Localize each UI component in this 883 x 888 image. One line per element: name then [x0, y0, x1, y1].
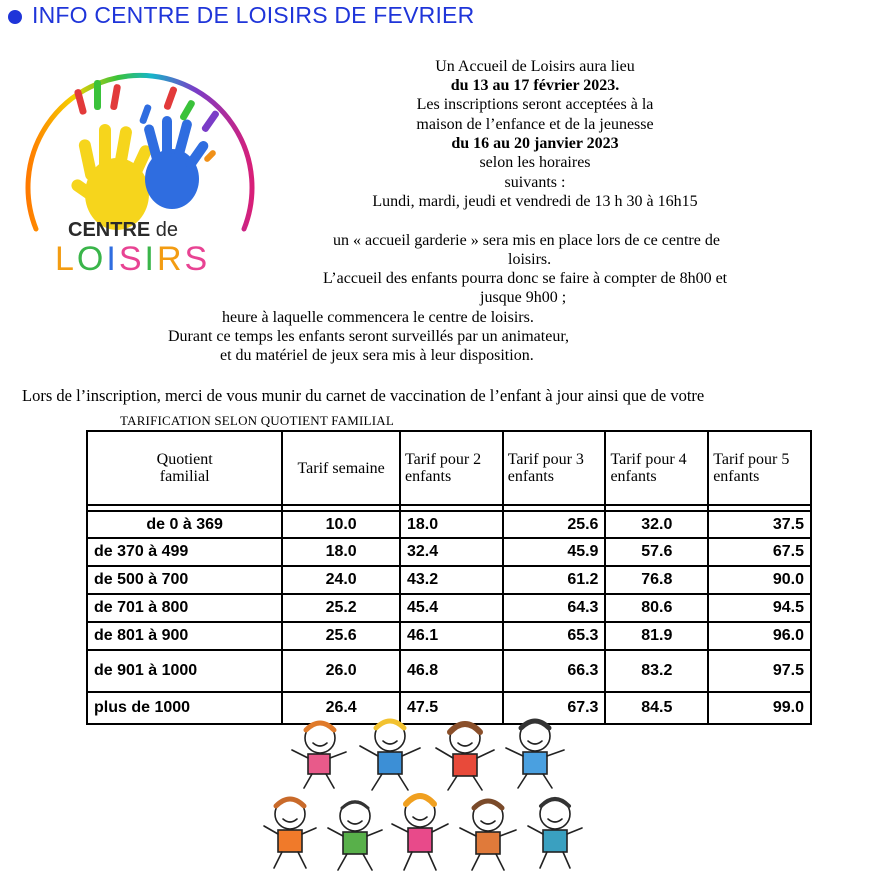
- table-row: de 901 à 1000 26.0 46.8 66.3 83.2 97.5: [87, 650, 811, 692]
- inscription-note: Lors de l’inscription, merci de vous munir du carnet de vaccination de l’enfant à jour ainsi que de votre: [22, 386, 705, 405]
- intro-line: suivants :: [504, 174, 566, 191]
- table-row: de 500 à 700 24.0 43.2 61.2 76.8 90.0: [87, 566, 811, 594]
- garderie-line: jusque 9h00 ;: [480, 289, 567, 306]
- table-row: de 0 à 369 10.0 18.0 25.6 32.0 37.5: [87, 511, 811, 538]
- child-figure: [460, 801, 516, 870]
- header-tarif-3: Tarif pour 3 enfants: [503, 431, 606, 505]
- garderie-line: un « accueil garderie » sera mis en place lors de ce centre de: [333, 232, 720, 249]
- inscription-dates: du 16 au 20 janvier 2023: [451, 135, 619, 152]
- child-figure: [360, 721, 420, 790]
- child-figure: [392, 796, 448, 870]
- page-title: INFO CENTRE DE LOISIRS DE FEVRIER: [32, 2, 475, 28]
- child-figure: [528, 799, 582, 868]
- table-row: de 701 à 800 25.2 45.4 64.3 80.6 94.5: [87, 594, 811, 622]
- children-illustration: [260, 716, 590, 886]
- header-tarif-5: Tarif pour 5 enfants: [708, 431, 811, 505]
- tarif-table: [86, 430, 812, 725]
- intro-line: selon les horaires: [479, 154, 591, 171]
- tarif-caption: TARIFICATION SELON QUOTIENT FAMILIAL: [120, 413, 394, 428]
- intro-line: Un Accueil de Loisirs aura lieu: [435, 58, 635, 75]
- table-header-row: [87, 431, 811, 505]
- table-row: de 370 à 499 18.0 32.4 45.9 57.6 67.5: [87, 538, 811, 566]
- horaires-line: Lundi, mardi, jeudi et vendredi de 13 h 30 à 16h15: [372, 193, 698, 210]
- intro-line: maison de l’enfance et de la jeunesse: [416, 116, 654, 133]
- child-figure: [292, 723, 346, 788]
- child-figure: [264, 799, 316, 868]
- child-figure: [328, 801, 382, 870]
- garderie-line: loisirs.: [508, 251, 552, 268]
- garderie-line: heure à laquelle commencera le centre de loisirs.: [222, 309, 534, 326]
- header-semaine: Tarif semaine: [282, 431, 400, 505]
- header-quotient: Quotient familial: [87, 431, 282, 505]
- intro-line: Les inscriptions seront acceptées à la: [416, 96, 654, 113]
- logo-text-centre: CENTRE de: [68, 219, 179, 241]
- intro-dates: du 13 au 17 février 2023.: [450, 77, 620, 94]
- table-row: plus de 1000 26.4 47.5 67.3 84.5 99.0: [87, 692, 811, 724]
- title-bullet-icon: [8, 10, 22, 24]
- header-tarif-2: Tarif pour 2 enfants: [400, 431, 503, 505]
- child-figure: [506, 721, 564, 788]
- child-figure: [436, 723, 494, 790]
- garderie-line: et du matériel de jeux sera mis à leur disposition.: [220, 347, 534, 364]
- garderie-line: Durant ce temps les enfants seront surveillés par un animateur,: [168, 328, 570, 345]
- header-tarif-4: Tarif pour 4 enfants: [605, 431, 708, 505]
- logo-text-loisirs: LOISIRS: [55, 240, 211, 278]
- table-row: de 801 à 900 25.6 46.1 65.3 81.9 96.0: [87, 622, 811, 650]
- garderie-line: L’accueil des enfants pourra donc se faire à compter de 8h00 et: [323, 270, 728, 287]
